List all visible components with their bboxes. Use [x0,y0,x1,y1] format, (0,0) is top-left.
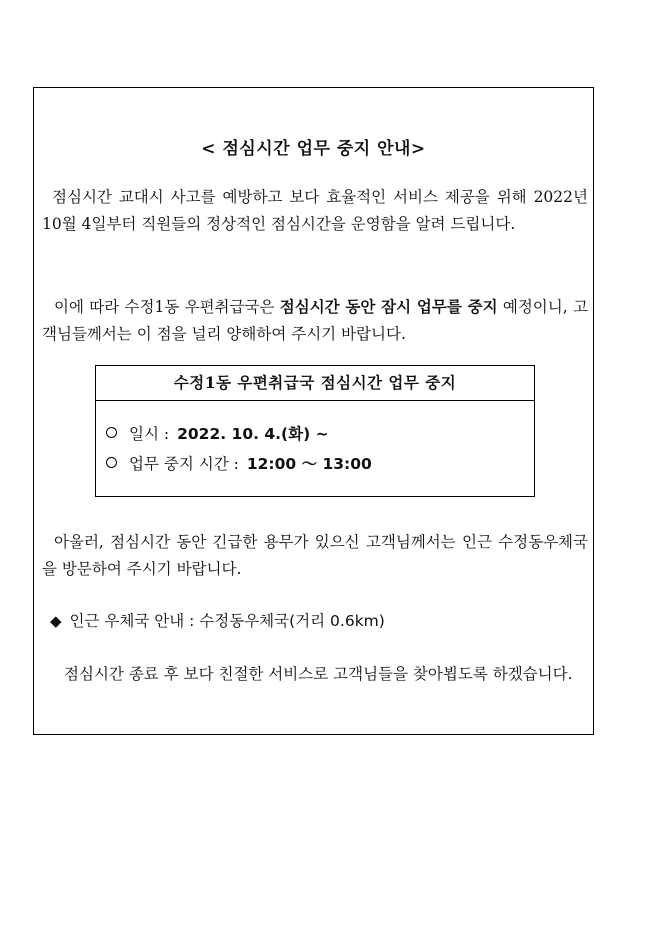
box-title: 수정1동 우편취급국 점심시간 업무 중지 [96,366,534,401]
circle-bullet-icon [106,427,117,438]
nearby-post-office [50,610,385,632]
date-value: 2022. 10. 4.(화) ~ [177,425,329,443]
notice-title: < 점심시간 업무 중지 안내> [201,139,426,159]
nearby-post-office-text: 인근 우체국 안내 : 수정동우체국(거리 0.6km) [69,612,385,630]
paragraph-suspension [42,293,588,348]
time-value: 12:00 ～ 13:00 [246,455,372,473]
time-label: 업무 중지 시간 : [129,455,239,473]
paragraph-alternative: 아울러, 점심시간 동안 긴급한 용무가 있으신 고객님께서는 인근 수정동우체국을 방문하여 주시기 바랍니다. [42,533,588,578]
notice-frame [33,87,594,735]
diamond-bullet-icon: ◆ [50,612,62,630]
paragraph-intro: 점심시간 교대시 사고를 예방하고 보다 효율적인 서비스 제공을 위해 2022년 10월 4일부터 직원들의 정상적인 점심시간을 운영함을 알려 드립니다. [42,188,588,233]
time-row [106,454,372,474]
suspension-info-box [95,365,535,497]
date-label: 일시 : [129,425,170,443]
date-row [106,424,329,444]
circle-bullet-icon [106,457,117,468]
paragraph-suspension-suffix: 예정이니, 고객님들께서는 이 점을 널리 양해하여 주시기 바랍니다. [42,298,588,343]
paragraph-suspension-prefix: 이에 따라 수정1동 우편취급국은 [54,298,280,316]
paragraph-closing: 점심시간 종료 후 보다 친절한 서비스로 고객님들을 찾아뵙도록 하겠습니다. [64,665,573,683]
paragraph-suspension-emphasis: 점심시간 동안 잠시 업무를 중지 [279,297,498,316]
